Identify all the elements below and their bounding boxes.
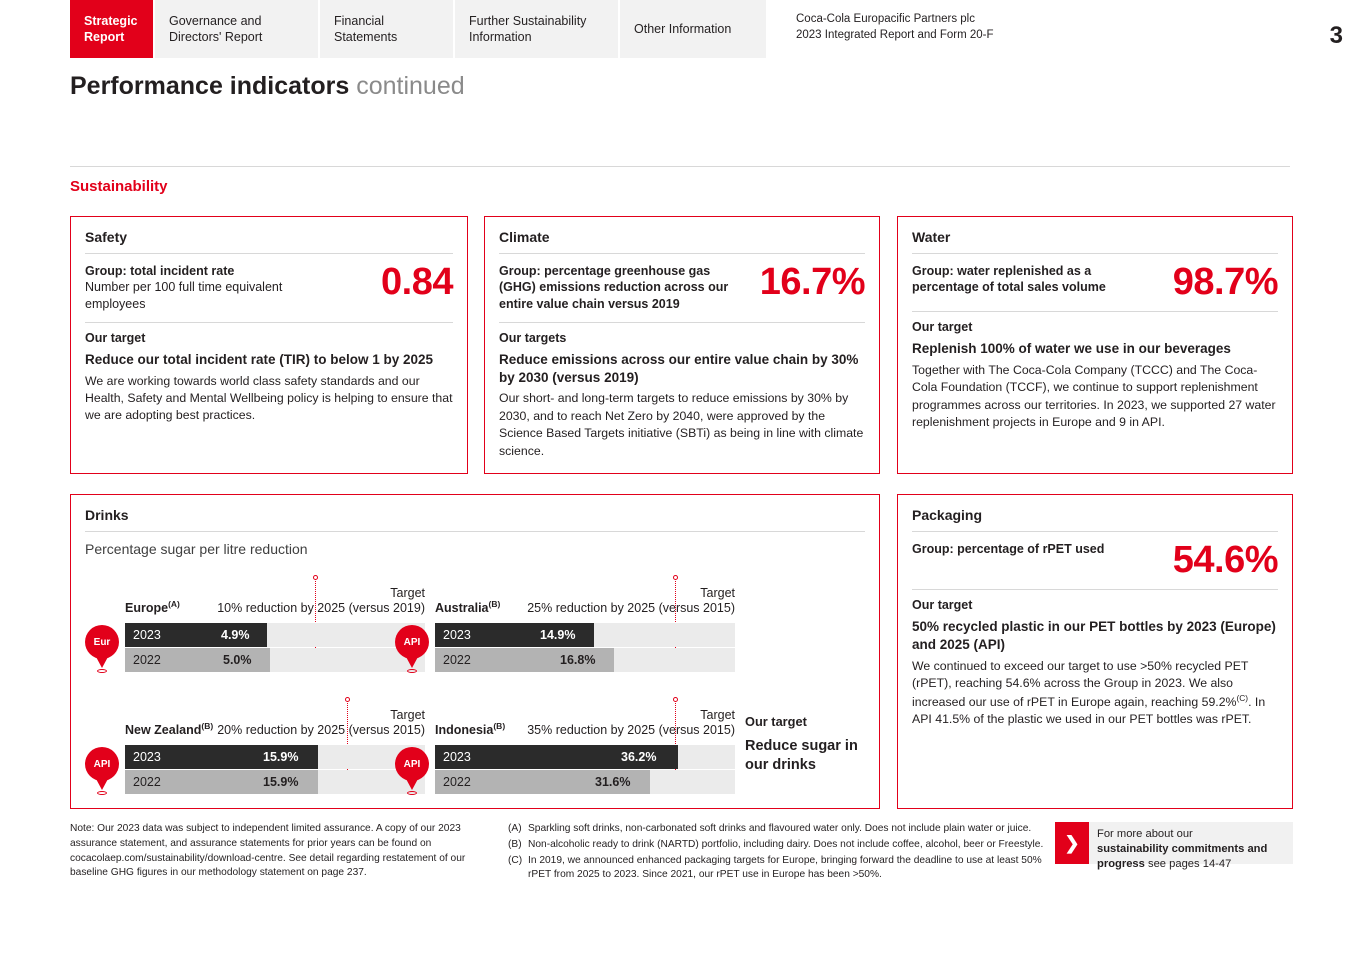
- header-tabbar: [0, 0, 1365, 58]
- document-report-name: 2023 Integrated Report and Form 20-F: [796, 28, 994, 41]
- market-target-australia: Target 25% reduction by 2025 (versus 2015): [527, 585, 735, 616]
- footnote-ref: (B): [201, 721, 214, 732]
- tab-label: Other Information: [634, 22, 732, 37]
- bar-row-2022: 2022 15.9%: [125, 770, 425, 794]
- tab-other-information[interactable]: [620, 0, 768, 58]
- market-target-new-zealand: Target 20% reduction by 2025 (versus 2015): [217, 707, 425, 738]
- page-title-continued: continued: [356, 72, 465, 100]
- card-packaging-kpi-label: Group: percentage of rPET used: [912, 542, 1105, 556]
- card-water-title: Water: [912, 229, 1278, 254]
- card-climate-title: Climate: [499, 229, 865, 254]
- kpi-label-main: Group: total incident rate: [85, 264, 235, 278]
- card-climate-target-body: Our short- and long-term targets to reduce emissions by 30% by 2030, and to reach Net Zero by 2040, were approved by the Science Based Targets initiative (SBTi) as being in line with climate science.: [499, 391, 864, 458]
- cta-sustainability-link[interactable]: [1055, 822, 1293, 871]
- card-climate-kpi-value: 16.7%: [759, 261, 865, 303]
- bar-row-2023: 2023 36.2%: [435, 745, 735, 769]
- footnote-list: [508, 822, 1048, 884]
- tab-financial-statements[interactable]: [320, 0, 455, 58]
- footnote-ref: (C): [1236, 692, 1249, 703]
- card-safety-title: Safety: [85, 229, 453, 254]
- document-company: Coca-Cola Europacific Partners plc: [796, 13, 975, 25]
- bars-indonesia: [403, 745, 735, 794]
- chart-block-indonesia: [403, 691, 735, 795]
- card-water-target-body: Together with The Coca-Cola Company (TCCC) and The Coca-Cola Foundation (TCCF), we continue to support replenishment programmes across our territories. In 2023, we supported 27 water replenishment projects in Europe and 9 in API.: [912, 362, 1276, 430]
- card-packaging-kpi-value: 54.6%: [1172, 539, 1278, 581]
- bars-new-zealand: [93, 745, 425, 794]
- drinks-our-target: [745, 714, 885, 775]
- page-title: [70, 72, 1365, 101]
- card-safety-target-label: Our target: [85, 330, 146, 345]
- footnote-ref: (A): [168, 599, 180, 610]
- tab-label: Further Sustainability Information: [469, 14, 587, 44]
- card-drinks-title: Drinks: [85, 507, 865, 532]
- title-divider: [70, 166, 1290, 167]
- card-water-target-head: Replenish 100% of water we use in our beverages: [912, 341, 1231, 356]
- card-safety-kpi-label: [85, 263, 335, 312]
- card-water-target-label: Our target: [912, 320, 973, 334]
- footnote-item: (A) Sparkling soft drinks, non-carbonated soft drinks and flavoured water only. Does not include plain water or juice.: [508, 823, 1032, 834]
- market-target-europe: Target 10% reduction by 2025 (versus 2019): [217, 585, 425, 616]
- card-drinks-subtitle: Percentage sugar per litre reduction: [85, 541, 308, 557]
- bar-row-2022: 2022 31.6%: [435, 770, 735, 794]
- market-name-indonesia: Indonesia$^{(B)}$: [435, 721, 506, 738]
- card-packaging: [897, 494, 1293, 809]
- kpi-label-sub: Number per 100 full time equivalent employees: [85, 280, 283, 311]
- tab-governance-directors-report[interactable]: [155, 0, 320, 58]
- card-packaging-target-label: Our target: [912, 598, 973, 612]
- market-target-indonesia: Target 35% reduction by 2025 (versus 2015): [527, 707, 735, 738]
- card-water: [897, 216, 1293, 474]
- card-safety: [70, 216, 468, 474]
- tab-label: Financial Statements: [334, 14, 398, 44]
- tab-further-sustainability-information[interactable]: [455, 0, 620, 58]
- market-name-australia: Australia$^{(B)}$: [435, 599, 501, 616]
- footnote-ref: (B): [488, 599, 501, 610]
- bar-row-2022: 2022 5.0%: [125, 648, 425, 672]
- page-title-main: Performance indicators: [70, 72, 357, 100]
- card-safety-kpi-value: 0.84: [381, 261, 453, 303]
- card-packaging-divider: [912, 589, 1278, 590]
- card-water-kpi-label: Group: water replenished as a percentage of total sales volume: [912, 264, 1106, 295]
- card-packaging-target-head: 50% recycled plastic in our PET bottles by 2023 (Europe) and 2025 (API): [912, 619, 1276, 652]
- market-name-new-zealand: New Zealand$^{(B)}$: [125, 721, 214, 738]
- tab-label: Governance and Directors' Report: [169, 14, 263, 44]
- bar-row-2023: 2023 14.9%: [435, 623, 735, 647]
- market-name-europe: Europe$^{(A)}$: [125, 599, 180, 616]
- card-climate-target-head: Reduce emissions across our entire value chain by 30% by 2030 (versus 2019): [499, 351, 859, 385]
- bars-australia: [403, 623, 735, 672]
- chart-block-europe: [93, 569, 425, 673]
- region-pin-icon-api: API: [395, 625, 429, 669]
- card-climate-divider: [499, 322, 865, 323]
- chart-block-new-zealand: [93, 691, 425, 795]
- region-pin-icon-api: API: [85, 747, 119, 791]
- card-climate: [484, 216, 880, 474]
- footnote-ref: (B): [493, 721, 506, 732]
- region-pin-icon-eur: Eur: [85, 625, 119, 669]
- card-packaging-target-body: We continued to exceed our target to use >50% recycled PET (rPET), reaching 54.6% across the Group in 2023. We also increased our use of rPET in Europe again, reaching 59.2%$^{(C)}$. In API 41.5% of the plastic we used in our PET bottles was rPET.: [912, 658, 1266, 727]
- card-drinks: [70, 494, 880, 809]
- card-safety-target-body: We are working towards world class safety standards and our Health, Safety and Mental Wellbeing policy is helping to ensure that we are adopting best practices.: [85, 373, 453, 423]
- bar-row-2022: 2022 16.8%: [435, 648, 735, 672]
- tab-strategic-report[interactable]: [70, 0, 155, 58]
- footnote-note: Note: Our 2023 data was subject to independent limited assurance. A copy of our 2023 assurance statement, and assurance statements for prior years can be found on cocacolaep.com/sustainability/download-centre. See detail regarding restatement of our baseline GHG figures in our methodology statement on page 237.: [70, 823, 466, 879]
- chevron-right-icon: ❯: [1055, 822, 1089, 864]
- drinks-chart: [85, 569, 865, 794]
- section-title-sustainability: Sustainability: [70, 178, 168, 195]
- drinks-our-target-label: Our target: [745, 714, 807, 729]
- footnote-item: (C) In 2019, we announced enhanced packaging targets for Europe, bringing forward the deadline to use at least 50% rPET from 2025 to 2023. Since 2021, our rPET use in Europe has been >50%.: [508, 854, 1042, 881]
- chart-block-australia: [403, 569, 735, 673]
- card-packaging-title: Packaging: [912, 507, 1278, 532]
- card-water-divider: [912, 311, 1278, 312]
- bar-row-2023: 2023 15.9%: [125, 745, 425, 769]
- card-safety-divider: [85, 322, 453, 323]
- footnote-item: (B) Non-alcoholic ready to drink (NARTD) portfolio, including dairy. Does not include coffee, alcohol, beer or Freestyle.: [508, 838, 1044, 850]
- document-meta: [768, 0, 1330, 43]
- region-pin-icon-api: API: [395, 747, 429, 791]
- tab-label: Strategic Report: [84, 14, 138, 44]
- bars-europe: [93, 623, 425, 672]
- card-climate-target-label: Our targets: [499, 330, 567, 345]
- page-number: 3: [1329, 22, 1343, 49]
- drinks-our-target-text: Reduce sugar in our drinks: [745, 738, 858, 773]
- bar-row-2023: 2023 4.9%: [125, 623, 425, 647]
- card-water-kpi-value: 98.7%: [1172, 261, 1278, 303]
- cta-text: For more about our sustainability commitments and progress see pages 14-47: [1097, 828, 1268, 871]
- card-safety-target-head: Reduce our total incident rate (TIR) to below 1 by 2025: [85, 351, 434, 367]
- card-climate-kpi-label: Group: percentage greenhouse gas (GHG) emissions reduction across our entire value chain versus 2019: [499, 264, 729, 311]
